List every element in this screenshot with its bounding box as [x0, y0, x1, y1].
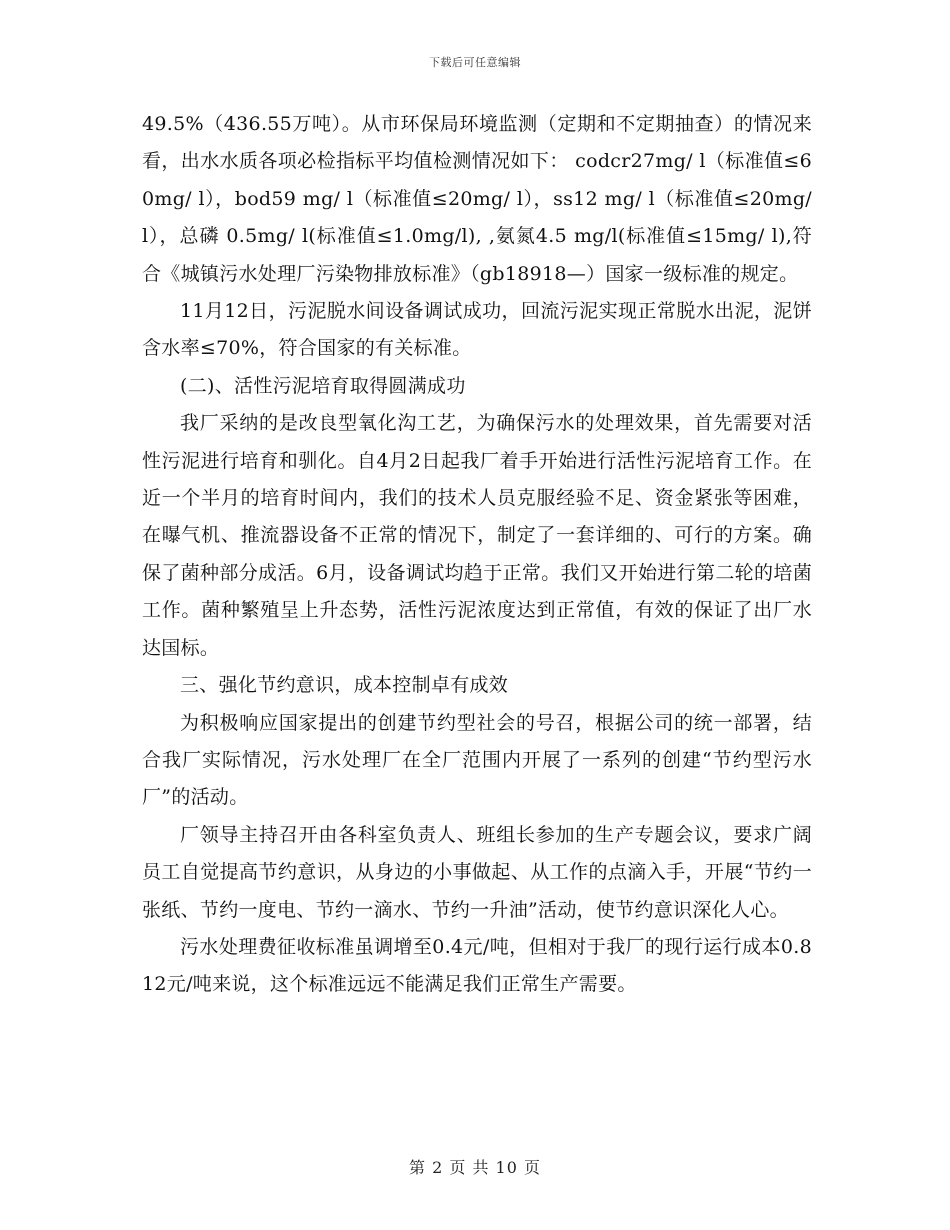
paragraph-sludge-cultivation: 我厂采纳的是改良型氧化沟工艺，为确保污水的处理效果，首先需要对活性污泥进行培育和驯化。自4月2日起我厂着手开始进行活性污泥培育工作。在近一个半月的培育时间内，我们的技术人员克服经验不足、资金紧张等困难，在曝气机、推流器设备不正常的情况下，制定了一套详细的、可行的方案。确保了菌种部分成活。6月，设备调试均趋于正常。我们又开始进行第二轮的培菌工作。菌种繁殖呈上升态势，活性污泥浓度达到正常值，有效的保证了出厂水达国标。	[142, 412, 812, 659]
document-body	[142, 106, 812, 1004]
page-header: 下载后可任意编辑	[429, 56, 521, 69]
paragraph-treatment-fee: 污水处理费征收标准虽调增至0.4元/吨，但相对于我厂的现行运行成本0.812元/吨来说，这个标准远远不能满足我们正常生产需要。	[142, 935, 812, 996]
paragraph-effluent-quality: 49.5%（436.55万吨）。从市环保局环境监测（定期和不定期抽查）的情况来看，出水水质各项必检指标平均值检测情况如下： codcr27mg/ l（标准值≤60mg/ l），bod59 mg/ l（标准值≤20mg/ l），ss12 mg/ l（标准值≤20mg/ l），总磷 0.5mg/ l(标准值≤1.0mg/l), ,氨氮4.5 mg/l(标准值≤15mg/ l),符合《城镇污水处理厂污染物排放标准》（gb18918—）国家一级标准的规定。	[142, 113, 812, 285]
section-heading-activated-sludge: (二)、活性污泥培育取得圆满成功	[180, 374, 466, 397]
page-number: 第 2 页 共 10 页	[409, 1158, 541, 1177]
paragraph-saving-campaign: 为积极响应国家提出的创建节约型社会的号召，根据公司的统一部署，结合我厂实际情况，污水处理厂在全厂范围内开展了一系列的创建“节约型污水厂”的活动。	[142, 711, 812, 809]
paragraph-saving-meeting: 厂领导主持召开由各科室负责人、班组长参加的生产专题会议，要求广阔员工自觉提高节约意识，从身边的小事做起、从工作的点滴入手，开展“节约一张纸、节约一度电、节约一滴水、节约一升油”活动，使节约意识深化人心。	[142, 823, 812, 921]
section-heading-cost-control: 三、强化节约意识，成本控制卓有成效	[180, 674, 509, 697]
paragraph-sludge-dewatering: 11月12日，污泥脱水间设备调试成功，回流污泥实现正常脱水出泥，泥饼含水率≤70%，符合国家的有关标准。	[142, 300, 812, 360]
